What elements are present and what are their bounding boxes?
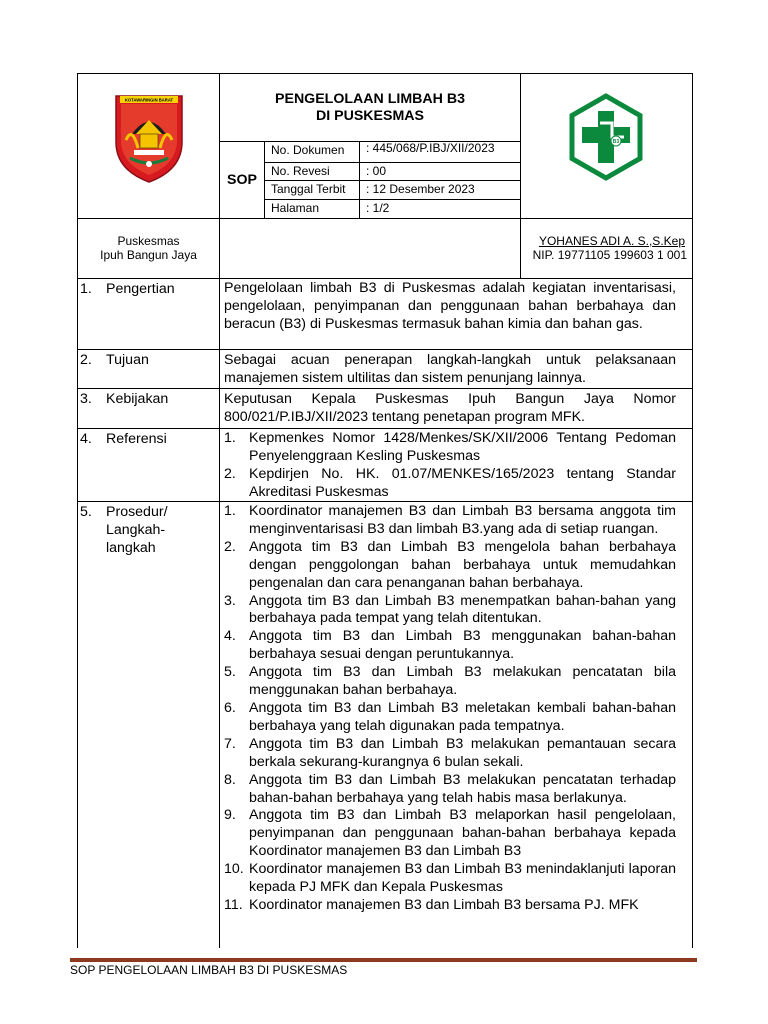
section-label-pengertian: Pengertian	[106, 281, 175, 297]
signer-nip: NIP. 19771105 199603 1 001	[532, 248, 687, 262]
list-item: 7. Anggota tim B3 dan Limbah B3 melakukan pemantauan secara berkala sekurang-kurangnya 6 bulan sekali.	[224, 735, 676, 770]
revision-label: No. Revesi	[271, 164, 330, 178]
section-text-tujuan: Sebagai acuan penerapan langkah-langkah untuk pelaksanaan manajemen sistem ultilitas dan sistem penunjang lainnya.	[224, 352, 676, 386]
sop-label: SOP	[227, 172, 257, 188]
regency-emblem-logo	[112, 90, 186, 184]
section-label-referensi: Referensi	[106, 431, 167, 447]
list-item: 5. Anggota tim B3 dan Limbah B3 melakukan pencatatan bila menggunakan bahan berbahaya.	[224, 664, 676, 699]
doc-number-label: No. Dokumen	[271, 143, 345, 157]
sop-title: PENGELOLAAN LIMBAH B3 DI PUSKESMAS	[275, 91, 465, 124]
section-label-kebijakan: Kebijakan	[106, 391, 169, 407]
list-item: 3. Anggota tim B3 dan Limbah B3 menempatkan bahan-bahan yang berbahaya pada tempat yang telah ditentukan.	[224, 592, 676, 627]
section-label-tujuan: Tujuan	[106, 352, 149, 368]
list-item: 8. Anggota tim B3 dan Limbah B3 melakukan pencatatan terhadap bahan-bahan berbahaya yang telah habis masa berlakunya.	[224, 771, 676, 806]
list-item: 11. Koordinator manajemen B3 dan Limbah B3 bersama PJ. MFK	[224, 896, 639, 913]
list-item: 4. Anggota tim B3 dan Limbah B3 menggunakan bahan-bahan berbahaya sesuai dengan peruntukannya.	[224, 628, 676, 663]
list-item: 1. Koordinator manajemen B3 dan Limbah B3 bersama anggota tim menginventarisasi B3 dan limbah B3.yang ada di setiap ruangan.	[224, 503, 676, 537]
puskesmas-green-cross-icon	[568, 93, 644, 181]
svg-text:B3: B3	[612, 139, 620, 145]
kotawaringin-barat-regency-emblem-icon	[112, 90, 186, 184]
svg-text:KOTAWARINGIN BARAT: KOTAWARINGIN BARAT	[124, 97, 174, 103]
section-number: 2.	[80, 352, 92, 368]
section-label-prosedur: Prosedur/ Langkah- langkah	[106, 504, 168, 556]
footer-text: SOP PENGELOLAAN LIMBAH B3 DI PUSKESMAS	[70, 963, 348, 977]
list-item: 9. Anggota tim B3 dan Limbah B3 melaporkan hasil pengelolaan, penyimpanan dan penggunaan bahan-bahan berbahaya kepada Koordinator manajemen B3 dan Limbah B3	[224, 807, 676, 860]
footer-rule	[70, 958, 697, 962]
page-value: : 1/2	[366, 201, 390, 215]
page-label: Halaman	[271, 201, 320, 215]
list-item: 6. Anggota tim B3 dan Limbah B3 meletakan kembali bahan-bahan berbahaya yang telah digunakan pada tempatnya.	[224, 699, 676, 734]
section-number: 3.	[80, 391, 92, 407]
list-item: 2. Anggota tim B3 dan Limbah B3 mengelola bahan berbahaya dengan penggolongan bahan berbahaya untuk memudahkan pengenalan dan cara penanganan bahan berbahaya.	[224, 538, 676, 591]
doc-number-value: : 445/068/P.IBJ/XII/2023	[366, 141, 495, 155]
list-item: 1. Kepmenkes Nomor 1428/Menkes/SK/XII/2006 Tentang Pedoman Penyelenggraan Kesling Puskesmas	[224, 430, 676, 464]
list-item: 10. Koordinator manajemen B3 dan Limbah B3 menindaklanjuti laporan kepada PJ MFK dan Kepala Puskesmas	[224, 861, 676, 896]
issue-date-value: : 12 Desember 2023	[366, 182, 475, 196]
prosedur-list	[224, 503, 676, 948]
section-number: 4.	[80, 431, 92, 447]
organization-name: Puskesmas Ipuh Bangun Jaya	[100, 234, 197, 262]
issue-date-label: Tanggal Terbit	[271, 182, 346, 196]
section-number: 1.	[80, 281, 92, 297]
list-item: 2. Kepdirjen No. HK. 01.07/MENKES/165/2023 tentang Standar Akreditasi Puskesmas	[224, 465, 676, 500]
signer-name: YOHANES ADI A. S.,S.Kep	[538, 234, 685, 248]
referensi-list	[224, 430, 676, 502]
section-text-pengertian: Pengelolaan limbah B3 di Puskesmas adalah kegiatan inventarisasi, pengelolaan, penyimpanan dan penggunaan bahan berbahaya dan beracun (B3) di Puskesmas termasuk bahan kimia dan bahan gas.	[224, 280, 676, 332]
puskesmas-logo	[568, 93, 644, 181]
revision-value: : 00	[366, 164, 387, 178]
section-text-kebijakan: Keputusan Kepala Puskesmas Ipuh Bangun Jaya Nomor 800/021/P.IBJ/XII/2023 tentang penetapan program MFK.	[224, 391, 676, 425]
section-number: 5.	[80, 504, 92, 520]
